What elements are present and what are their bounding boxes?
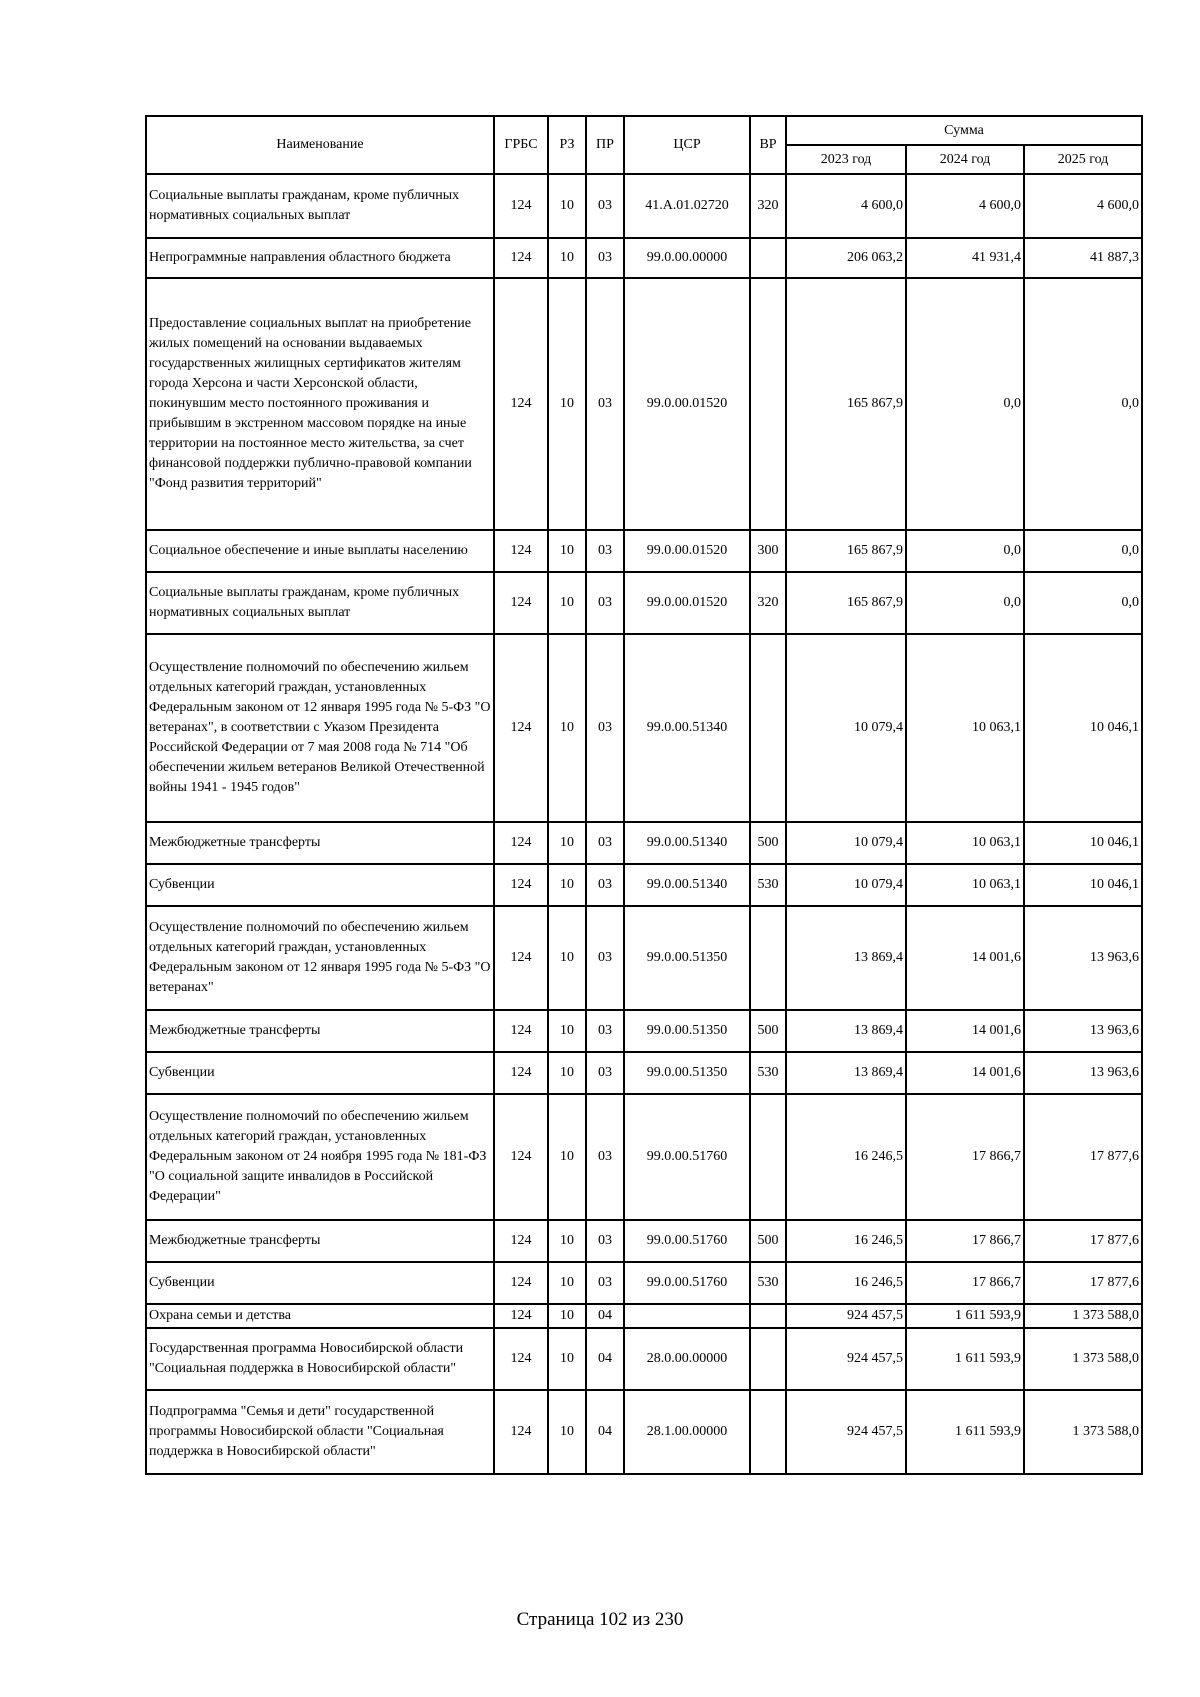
cell-vr: 530 <box>750 1052 786 1094</box>
col-header-grbs: ГРБС <box>494 116 548 174</box>
cell-y2024: 10 063,1 <box>906 822 1024 864</box>
cell-vr: 320 <box>750 174 786 238</box>
cell-y2025: 10 046,1 <box>1024 822 1142 864</box>
cell-name: Осуществление полномочий по обеспечению жильем отдельных категорий граждан, установленных Федеральным законом от 24 ноября 1995 года № 181-ФЗ "О социальной защите инвалидов в Российской Федерации" <box>146 1094 494 1220</box>
cell-grbs: 124 <box>494 530 548 572</box>
col-header-2023: 2023 год <box>786 145 906 174</box>
cell-csr: 99.0.00.51760 <box>624 1094 750 1220</box>
cell-name: Субвенции <box>146 864 494 906</box>
cell-name: Субвенции <box>146 1052 494 1094</box>
cell-vr <box>750 1328 786 1390</box>
cell-csr: 99.0.00.51350 <box>624 1010 750 1052</box>
cell-pr: 03 <box>586 864 624 906</box>
cell-y2025: 0,0 <box>1024 530 1142 572</box>
cell-csr: 99.0.00.51760 <box>624 1262 750 1304</box>
cell-csr: 99.0.00.01520 <box>624 530 750 572</box>
cell-y2024: 1 611 593,9 <box>906 1304 1024 1328</box>
cell-csr: 99.0.00.51760 <box>624 1220 750 1262</box>
budget-table <box>145 115 1143 1475</box>
cell-grbs: 124 <box>494 1390 548 1474</box>
cell-y2025: 13 963,6 <box>1024 1010 1142 1052</box>
cell-vr <box>750 238 786 278</box>
cell-csr: 99.0.00.01520 <box>624 572 750 634</box>
col-header-pr: ПР <box>586 116 624 174</box>
table-row <box>146 278 1142 530</box>
cell-pr: 03 <box>586 634 624 822</box>
cell-y2024: 14 001,6 <box>906 906 1024 1010</box>
cell-rz: 10 <box>548 1220 586 1262</box>
table-row <box>146 1262 1142 1304</box>
cell-vr: 530 <box>750 864 786 906</box>
cell-csr: 99.0.00.51340 <box>624 634 750 822</box>
cell-y2023: 165 867,9 <box>786 572 906 634</box>
header-row-1 <box>146 116 1142 145</box>
cell-vr: 320 <box>750 572 786 634</box>
col-header-sum: Сумма <box>786 116 1142 145</box>
cell-y2024: 14 001,6 <box>906 1010 1024 1052</box>
cell-y2025: 17 877,6 <box>1024 1262 1142 1304</box>
cell-vr <box>750 906 786 1010</box>
cell-y2024: 1 611 593,9 <box>906 1328 1024 1390</box>
cell-pr: 04 <box>586 1304 624 1328</box>
cell-name: Социальные выплаты гражданам, кроме публичных нормативных социальных выплат <box>146 174 494 238</box>
col-header-rz: РЗ <box>548 116 586 174</box>
cell-y2025: 1 373 588,0 <box>1024 1328 1142 1390</box>
cell-y2024: 4 600,0 <box>906 174 1024 238</box>
cell-vr <box>750 1304 786 1328</box>
cell-grbs: 124 <box>494 1052 548 1094</box>
table-row <box>146 864 1142 906</box>
cell-pr: 03 <box>586 1052 624 1094</box>
cell-rz: 10 <box>548 1328 586 1390</box>
cell-vr <box>750 278 786 530</box>
cell-y2024: 10 063,1 <box>906 634 1024 822</box>
col-header-2024: 2024 год <box>906 145 1024 174</box>
cell-y2025: 10 046,1 <box>1024 634 1142 822</box>
cell-pr: 03 <box>586 278 624 530</box>
cell-vr: 500 <box>750 822 786 864</box>
cell-grbs: 124 <box>494 864 548 906</box>
cell-csr: 28.1.00.00000 <box>624 1390 750 1474</box>
cell-pr: 03 <box>586 174 624 238</box>
cell-grbs: 124 <box>494 278 548 530</box>
cell-csr: 41.А.01.02720 <box>624 174 750 238</box>
table-row <box>146 238 1142 278</box>
cell-y2023: 13 869,4 <box>786 906 906 1010</box>
cell-pr: 04 <box>586 1328 624 1390</box>
cell-csr: 99.0.00.01520 <box>624 278 750 530</box>
cell-grbs: 124 <box>494 1304 548 1328</box>
cell-y2025: 1 373 588,0 <box>1024 1304 1142 1328</box>
cell-y2024: 0,0 <box>906 278 1024 530</box>
cell-y2025: 4 600,0 <box>1024 174 1142 238</box>
cell-grbs: 124 <box>494 1220 548 1262</box>
cell-pr: 03 <box>586 1010 624 1052</box>
cell-name: Непрограммные направления областного бюджета <box>146 238 494 278</box>
cell-name: Межбюджетные трансферты <box>146 1010 494 1052</box>
cell-name: Государственная программа Новосибирской области "Социальная поддержка в Новосибирской области" <box>146 1328 494 1390</box>
table-row <box>146 1220 1142 1262</box>
cell-rz: 10 <box>548 1010 586 1052</box>
cell-y2025: 13 963,6 <box>1024 906 1142 1010</box>
table-row <box>146 1328 1142 1390</box>
cell-pr: 03 <box>586 1094 624 1220</box>
cell-grbs: 124 <box>494 634 548 822</box>
table-row <box>146 634 1142 822</box>
cell-rz: 10 <box>548 174 586 238</box>
cell-rz: 10 <box>548 634 586 822</box>
table-row <box>146 572 1142 634</box>
table-row <box>146 1010 1142 1052</box>
cell-pr: 03 <box>586 1262 624 1304</box>
cell-csr: 99.0.00.51340 <box>624 864 750 906</box>
cell-y2025: 17 877,6 <box>1024 1220 1142 1262</box>
cell-csr <box>624 1304 750 1328</box>
cell-y2023: 16 246,5 <box>786 1220 906 1262</box>
cell-y2025: 10 046,1 <box>1024 864 1142 906</box>
cell-name: Осуществление полномочий по обеспечению жильем отдельных категорий граждан, установленных Федеральным законом от 12 января 1995 года № 5-ФЗ "О ветеранах" <box>146 906 494 1010</box>
cell-name: Межбюджетные трансферты <box>146 1220 494 1262</box>
cell-y2023: 924 457,5 <box>786 1304 906 1328</box>
table-row <box>146 822 1142 864</box>
cell-y2024: 17 866,7 <box>906 1220 1024 1262</box>
cell-csr: 99.0.00.51350 <box>624 1052 750 1094</box>
cell-grbs: 124 <box>494 822 548 864</box>
cell-y2025: 13 963,6 <box>1024 1052 1142 1094</box>
cell-grbs: 124 <box>494 1094 548 1220</box>
cell-pr: 04 <box>586 1390 624 1474</box>
cell-y2023: 924 457,5 <box>786 1390 906 1474</box>
cell-y2023: 16 246,5 <box>786 1262 906 1304</box>
cell-rz: 10 <box>548 1390 586 1474</box>
cell-grbs: 124 <box>494 1328 548 1390</box>
cell-y2023: 10 079,4 <box>786 864 906 906</box>
cell-name: Осуществление полномочий по обеспечению жильем отдельных категорий граждан, установленных Федеральным законом от 12 января 1995 года № 5-ФЗ "О ветеранах", в соответствии с Указом Президента Российской Федерации от 7 мая 2008 года № 714 "Об обеспечении жильем ветеранов Великой Отечественной войны 1941 - 1945 годов" <box>146 634 494 822</box>
table-row <box>146 530 1142 572</box>
col-header-name: Наименование <box>146 116 494 174</box>
cell-vr: 530 <box>750 1262 786 1304</box>
table-body <box>146 174 1142 1474</box>
cell-y2025: 0,0 <box>1024 572 1142 634</box>
table-row <box>146 174 1142 238</box>
cell-rz: 10 <box>548 822 586 864</box>
cell-y2023: 4 600,0 <box>786 174 906 238</box>
cell-y2025: 17 877,6 <box>1024 1094 1142 1220</box>
cell-vr <box>750 1094 786 1220</box>
cell-pr: 03 <box>586 572 624 634</box>
cell-y2023: 13 869,4 <box>786 1052 906 1094</box>
cell-y2024: 14 001,6 <box>906 1052 1024 1094</box>
table-row <box>146 906 1142 1010</box>
cell-csr: 99.0.00.51340 <box>624 822 750 864</box>
cell-y2023: 206 063,2 <box>786 238 906 278</box>
cell-vr <box>750 634 786 822</box>
cell-y2023: 10 079,4 <box>786 634 906 822</box>
cell-grbs: 124 <box>494 906 548 1010</box>
cell-y2023: 924 457,5 <box>786 1328 906 1390</box>
table-row <box>146 1390 1142 1474</box>
cell-y2024: 17 866,7 <box>906 1094 1024 1220</box>
page-number: Страница 102 из 230 <box>516 1609 684 1630</box>
cell-vr: 300 <box>750 530 786 572</box>
col-header-vr: ВР <box>750 116 786 174</box>
cell-y2023: 10 079,4 <box>786 822 906 864</box>
cell-rz: 10 <box>548 906 586 1010</box>
cell-rz: 10 <box>548 1262 586 1304</box>
cell-grbs: 124 <box>494 174 548 238</box>
col-header-csr: ЦСР <box>624 116 750 174</box>
cell-name: Социальные выплаты гражданам, кроме публичных нормативных социальных выплат <box>146 572 494 634</box>
cell-rz: 10 <box>548 864 586 906</box>
cell-vr <box>750 1390 786 1474</box>
cell-y2024: 0,0 <box>906 530 1024 572</box>
cell-csr: 99.0.00.00000 <box>624 238 750 278</box>
cell-name: Социальное обеспечение и иные выплаты населению <box>146 530 494 572</box>
cell-y2023: 13 869,4 <box>786 1010 906 1052</box>
cell-rz: 10 <box>548 1094 586 1220</box>
cell-y2023: 165 867,9 <box>786 530 906 572</box>
cell-y2024: 0,0 <box>906 572 1024 634</box>
cell-name: Субвенции <box>146 1262 494 1304</box>
cell-y2025: 41 887,3 <box>1024 238 1142 278</box>
cell-name: Предоставление социальных выплат на приобретение жилых помещений на основании выдаваемых государственных жилищных сертификатов жителям города Херсона и части Херсонской области, покинувшим место постоянного проживания и прибывшим в экстренном массовом порядке на иные территории на постоянное место жительства, за счет финансовой поддержки публично-правовой компании "Фонд развития территорий" <box>146 278 494 530</box>
cell-y2023: 16 246,5 <box>786 1094 906 1220</box>
cell-rz: 10 <box>548 1304 586 1328</box>
cell-name: Межбюджетные трансферты <box>146 822 494 864</box>
cell-y2025: 1 373 588,0 <box>1024 1390 1142 1474</box>
cell-name: Подпрограмма "Семья и дети" государственной программы Новосибирской области "Социальная поддержка в Новосибирской области" <box>146 1390 494 1474</box>
cell-rz: 10 <box>548 1052 586 1094</box>
cell-csr: 99.0.00.51350 <box>624 906 750 1010</box>
cell-y2025: 0,0 <box>1024 278 1142 530</box>
cell-y2024: 17 866,7 <box>906 1262 1024 1304</box>
cell-grbs: 124 <box>494 572 548 634</box>
cell-grbs: 124 <box>494 238 548 278</box>
cell-y2024: 10 063,1 <box>906 864 1024 906</box>
cell-grbs: 124 <box>494 1010 548 1052</box>
cell-pr: 03 <box>586 822 624 864</box>
cell-rz: 10 <box>548 530 586 572</box>
table-row <box>146 1052 1142 1094</box>
cell-vr: 500 <box>750 1220 786 1262</box>
cell-grbs: 124 <box>494 1262 548 1304</box>
cell-rz: 10 <box>548 572 586 634</box>
cell-pr: 03 <box>586 1220 624 1262</box>
cell-y2024: 41 931,4 <box>906 238 1024 278</box>
table-row <box>146 1094 1142 1220</box>
cell-vr: 500 <box>750 1010 786 1052</box>
cell-pr: 03 <box>586 906 624 1010</box>
cell-csr: 28.0.00.00000 <box>624 1328 750 1390</box>
cell-y2023: 165 867,9 <box>786 278 906 530</box>
cell-y2024: 1 611 593,9 <box>906 1390 1024 1474</box>
cell-rz: 10 <box>548 278 586 530</box>
cell-pr: 03 <box>586 238 624 278</box>
col-header-2025: 2025 год <box>1024 145 1142 174</box>
cell-name: Охрана семьи и детства <box>146 1304 494 1328</box>
cell-rz: 10 <box>548 238 586 278</box>
table-row <box>146 1304 1142 1328</box>
cell-pr: 03 <box>586 530 624 572</box>
